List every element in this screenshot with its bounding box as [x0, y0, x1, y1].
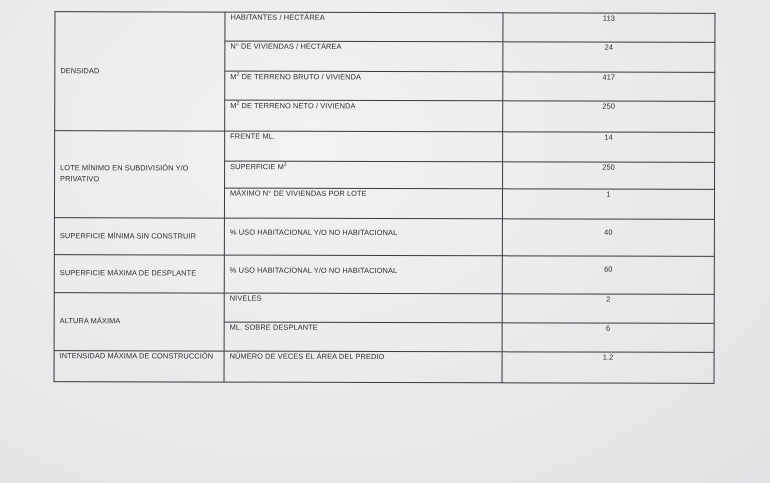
- unit-m: M: [230, 101, 237, 111]
- table-row: [55, 131, 715, 163]
- table-row: [54, 293, 714, 324]
- value-ml-desplante: 6: [502, 323, 714, 353]
- category-superficie-minima: SUPERFICIE MÍNIMA SIN CONSTRUIR: [54, 218, 224, 255]
- value-intensidad: 1.2: [502, 352, 714, 384]
- value-maximo-viviendas: 1: [502, 189, 714, 220]
- value-niveles: 2: [502, 294, 714, 324]
- table-row: [54, 218, 714, 257]
- unit-m: M: [277, 162, 284, 172]
- category-altura-maxima: ALTURA MÁXIMA: [54, 293, 224, 351]
- item-superficie: [225, 161, 503, 189]
- item-superficie-text: SUPERFICIE: [230, 162, 276, 172]
- value-terreno-neto: 250: [503, 101, 715, 133]
- table-row: [55, 12, 715, 43]
- item-uso-habitacional-max: % USO HABITACIONAL Y/O NO HABITACIONAL: [224, 255, 502, 294]
- item-terreno-bruto-text: DE TERRENO BRUTO / VIVIENDA: [241, 72, 362, 82]
- item-habitantes: HABITANTES / HECTÁREA: [225, 12, 503, 42]
- category-densidad: DENSIDAD: [55, 12, 225, 131]
- item-maximo-viviendas: MÁXIMO N° DE VIVIENDAS POR LOTE: [224, 188, 502, 219]
- unit-squared: 2: [236, 71, 240, 78]
- item-ml-desplante: ML. SOBRE DESPLANTE: [224, 322, 502, 352]
- table-row: [54, 255, 714, 295]
- category-intensidad: INTENSIDAD MÁXIMA DE CONSTRUCCIÓN: [54, 351, 224, 382]
- value-superficie-minima: 40: [502, 219, 714, 257]
- value-frente: 14: [503, 132, 715, 163]
- unit-squared: 2: [236, 100, 240, 107]
- item-terreno-bruto: [225, 71, 503, 101]
- table-row: [54, 351, 714, 384]
- value-viviendas-hectarea: 24: [503, 42, 715, 73]
- unit-m: M: [230, 72, 237, 82]
- value-superficie: 250: [503, 162, 715, 190]
- item-frente: FRENTE ML.: [225, 131, 503, 162]
- unit-squared: 2: [283, 161, 287, 168]
- item-terreno-neto-text: DE TERRENO NETO / VIVIENDA: [241, 101, 356, 111]
- item-viviendas-hectarea: N° DE VIVIENDAS / HECTÁREA: [225, 41, 503, 72]
- item-numero-veces: NÚMERO DE VECES EL ÁREA DEL PREDIO: [224, 351, 502, 383]
- value-superficie-maxima: 60: [502, 256, 714, 295]
- item-niveles: NIVELES: [224, 293, 502, 323]
- item-terreno-neto: [225, 100, 503, 132]
- value-habitantes: 113: [503, 13, 715, 43]
- category-superficie-maxima: SUPERFICIE MÁXIMA DE DESPLANTE: [54, 255, 224, 293]
- zoning-table: [54, 11, 716, 384]
- category-lote-minimo: LOTE MÍNIMO EN SUBDIVISIÓN Y/O PRIVATIVO: [54, 131, 224, 218]
- item-uso-habitacional-min: % USO HABITACIONAL Y/O NO HABITACIONAL: [224, 218, 502, 256]
- value-terreno-bruto: 417: [503, 72, 715, 102]
